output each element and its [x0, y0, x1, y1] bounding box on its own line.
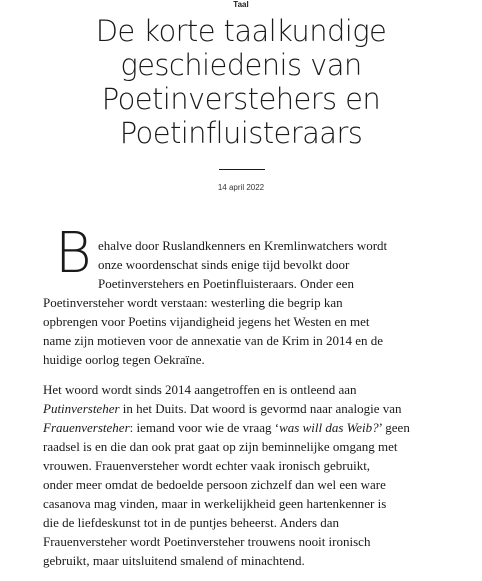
publish-date: 14 april 2022 [217, 183, 265, 192]
title-line: Poetinverstehers en [101, 82, 381, 116]
paragraph-line: Frauenversteher wordt Poetinversteher trouwens nooit ironisch [43, 534, 371, 549]
title-line: De korte taalkundige [95, 14, 387, 48]
title-divider [219, 169, 265, 170]
paragraph-line: Het woord wordt sinds 2014 aangetroffen en is ontleend aan [43, 382, 357, 397]
paragraph-line: vrouwen. Frauenversteher wordt echter vaak ironisch gebruikt, [43, 458, 371, 473]
paragraph-line [43, 399, 463, 418]
paragraph-line: Poetinverstehers en Poetinfluisteraars. Onder een [98, 276, 354, 291]
paragraph-line: die de liefdeskunst tot in de puntjes beheerst. Anders dan [43, 515, 340, 530]
paragraph-text: : iemand voor wie de vraag ‘ [129, 420, 280, 435]
category-label[interactable]: Taal [233, 0, 249, 9]
article-title [40, 14, 442, 150]
paragraph-line: Poetinversteher wordt verstaan: westerling die begrip kan [43, 295, 343, 310]
title-line: geschiedenis van [120, 48, 362, 82]
paragraph-text: in het Duits. Dat woord is gevormd naar analogie van [119, 401, 402, 416]
paragraph-intro [43, 236, 463, 369]
paragraph-line: ehalve door Ruslandkenners en Kremlinwatchers wordt [98, 238, 388, 253]
drop-cap: B [55, 221, 92, 286]
paragraph-line: raadsel is en die dan ook prat gaat op zijn beminnelijke omgang met [43, 439, 398, 454]
paragraph-line: gebruikt, maar uitsluitend smalend of minachtend. [43, 553, 305, 568]
paragraph-line: onder meer omdat de bedoelde persoon zichzelf dan wel een ware [43, 477, 386, 492]
paragraph-line [43, 418, 463, 437]
paragraph-line: name zijn motieven voor de annexatie van de Krim in 2014 en de [43, 333, 384, 348]
paragraph-line: opbrengen voor Poetins vijandigheid jegens het Westen en met [43, 314, 370, 329]
emphasis-quote: was will das Weib? [279, 420, 379, 435]
paragraph-etymology [43, 380, 463, 570]
emphasis-term: Putinversteher [43, 401, 120, 416]
paragraph-line: huidige oorlog tegen Oekraïne. [43, 352, 205, 367]
paragraph-line: casanova mag vinden, maar in werkelijkheid geen hartenkenner is [43, 496, 387, 511]
emphasis-term: Frauenversteher [43, 420, 130, 435]
paragraph-line: onze woordenschat sinds enige tijd bevolkt door [98, 257, 350, 272]
title-line: Poetinfluisteraars [119, 116, 363, 150]
paragraph-text: ’ geen [378, 420, 410, 435]
